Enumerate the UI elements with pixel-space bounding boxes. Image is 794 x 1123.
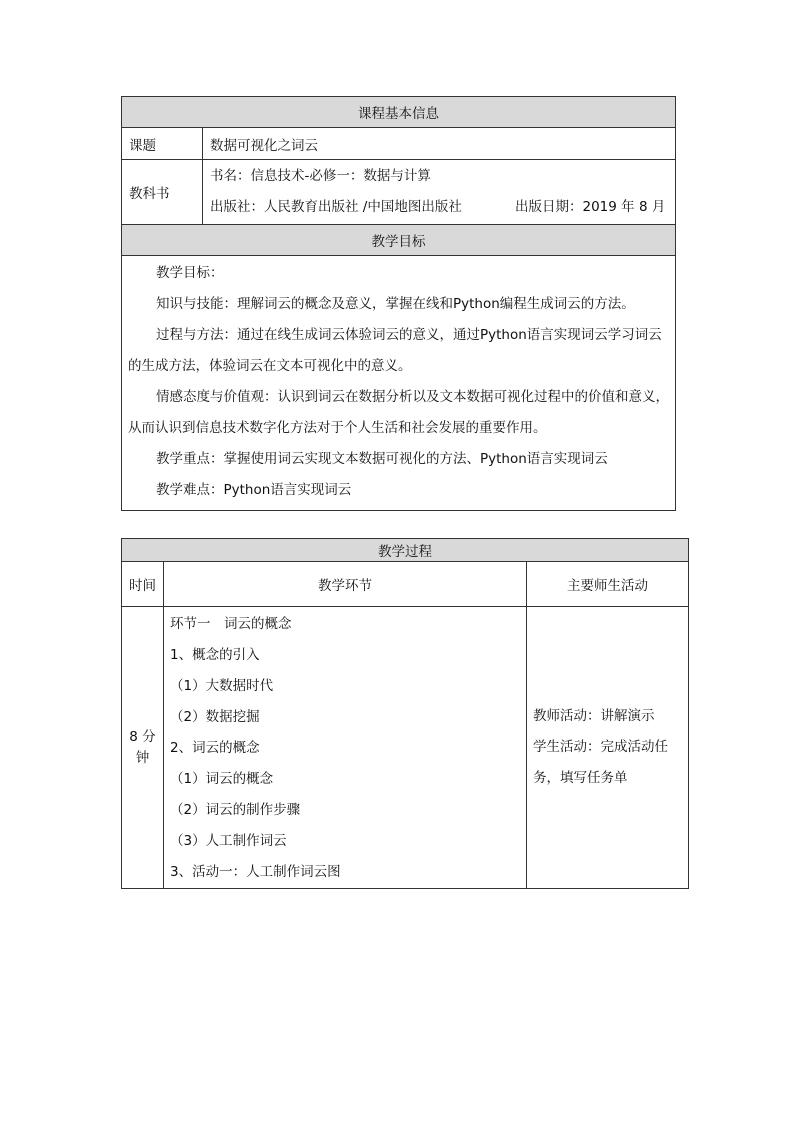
list-item: 2、词云的概念 xyxy=(170,740,260,756)
publisher: 出版社：人民教育出版社 /中国地图出版社 xyxy=(210,199,462,215)
topic-label: 课题 xyxy=(122,128,203,160)
objective-attitude: 情感态度与价值观：认识到词云在数据分析以及文本数据可视化过程中的价值和意义，从而认识到信息技术数字化方法对于个人生活和社会发展的重要作用。 xyxy=(128,389,669,436)
objective-process: 过程与方法：通过在线生成词云体验词云的意义，通过Python语言实现词云学习词云的生成方法，体验词云在文本可视化中的意义。 xyxy=(128,327,662,374)
textbook-label: 教科书 xyxy=(122,160,203,225)
book-name: 书名：信息技术-必修一：数据与计算 xyxy=(210,168,431,184)
col-time: 时间 xyxy=(122,562,164,607)
topic-value: 数据可视化之词云 xyxy=(203,128,676,160)
list-item: （1）大数据时代 xyxy=(170,678,274,694)
list-item: 3、活动一：人工制作词云图 xyxy=(170,864,341,880)
col-stage: 教学环节 xyxy=(164,562,527,607)
teacher-activity: 教师活动：讲解演示 xyxy=(533,708,655,724)
stage-cell xyxy=(164,607,527,889)
list-item: （3）人工制作词云 xyxy=(170,833,287,849)
textbook-details xyxy=(203,160,676,225)
list-item: 环节一 词云的概念 xyxy=(170,616,292,632)
course-info-table xyxy=(121,96,676,511)
process-header: 教学过程 xyxy=(122,539,689,562)
list-item: （2）词云的制作步骤 xyxy=(170,802,301,818)
list-item: 1、概念的引入 xyxy=(170,647,260,663)
publisher-row xyxy=(210,192,675,223)
objectives-title: 教学目标： xyxy=(156,265,224,281)
publication-date: 出版日期：2019 年 8 月 xyxy=(515,199,666,215)
list-item: （1）词云的概念 xyxy=(170,771,274,787)
objectives-header: 教学目标 xyxy=(122,225,676,256)
time-unit: 钟 xyxy=(135,749,150,766)
teaching-process-table xyxy=(121,538,689,889)
course-info-header: 课程基本信息 xyxy=(122,97,676,128)
objectives-body xyxy=(122,256,676,511)
col-activity: 主要师生活动 xyxy=(527,562,689,607)
time-value: 8 分 xyxy=(129,728,156,745)
teaching-focus: 教学重点：掌握使用词云实现文本数据可视化的方法、Python语言实现词云 xyxy=(156,451,608,467)
activity-cell xyxy=(527,607,689,889)
objective-knowledge: 知识与技能：理解词云的概念及意义，掌握在线和Python编程生成词云的方法。 xyxy=(156,296,635,312)
teaching-difficulty: 教学难点：Python语言实现词云 xyxy=(156,482,352,498)
time-cell xyxy=(122,607,164,889)
list-item: （2）数据挖掘 xyxy=(170,709,260,725)
student-activity-line1: 学生活动：完成活动任 xyxy=(533,739,668,755)
student-activity-line2: 务，填写任务单 xyxy=(533,770,628,786)
